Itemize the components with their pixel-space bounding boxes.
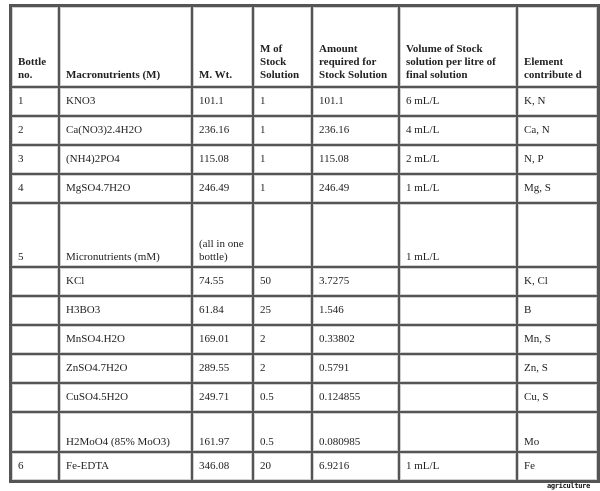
molecular-weight: 236.16	[192, 116, 253, 145]
element-contributed: Mo	[517, 412, 598, 452]
table-row	[11, 412, 598, 452]
molecular-weight: 249.71	[192, 383, 253, 412]
amount-required: 6.9216	[312, 452, 399, 481]
amount-required: 0.080985	[312, 412, 399, 452]
compound: KNO3	[59, 87, 192, 116]
compound: CuSO4.5H2O	[59, 383, 192, 412]
bottle-no: 4	[11, 174, 59, 203]
volume-per-litre: 1 mL/L	[399, 203, 517, 267]
amount-required: 115.08	[312, 145, 399, 174]
amount-required: 0.124855	[312, 383, 399, 412]
header-amount-required: Amount required for Stock Solution	[312, 6, 399, 87]
m-of-stock: 1	[253, 116, 312, 145]
element-contributed: N, P	[517, 145, 598, 174]
volume-per-litre	[399, 383, 517, 412]
header-bottle-no: Bottle no.	[11, 6, 59, 87]
table-row	[11, 383, 598, 412]
bottle-no: 2	[11, 116, 59, 145]
table-row	[11, 87, 598, 116]
bottle-no: 3	[11, 145, 59, 174]
nutrient-stock-table	[9, 4, 600, 483]
compound: Ca(NO3)2.4H2O	[59, 116, 192, 145]
molecular-weight: 101.1	[192, 87, 253, 116]
element-contributed: Mn, S	[517, 325, 598, 354]
header-m-of-stock: M of Stock Solution	[253, 6, 312, 87]
section-label: Micronutrients (mM)	[59, 203, 192, 267]
molecular-weight: 246.49	[192, 174, 253, 203]
element-contributed: Fe	[517, 452, 598, 481]
amount-required: 236.16	[312, 116, 399, 145]
amount-required: 0.33802	[312, 325, 399, 354]
amount-required	[312, 203, 399, 267]
bottle-no: 5	[11, 203, 59, 267]
volume-per-litre: 1 mL/L	[399, 174, 517, 203]
bottle-no	[11, 383, 59, 412]
amount-required: 246.49	[312, 174, 399, 203]
bottle-no	[11, 325, 59, 354]
m-of-stock: 2	[253, 325, 312, 354]
bottle-no	[11, 354, 59, 383]
m-of-stock: 1	[253, 145, 312, 174]
m-of-stock: 25	[253, 296, 312, 325]
molecular-weight: 61.84	[192, 296, 253, 325]
section-note: (all in one bottle)	[192, 203, 253, 267]
volume-per-litre	[399, 412, 517, 452]
amount-required: 101.1	[312, 87, 399, 116]
volume-per-litre	[399, 267, 517, 296]
header-row	[11, 6, 598, 87]
volume-per-litre: 4 mL/L	[399, 116, 517, 145]
amount-required: 0.5791	[312, 354, 399, 383]
element-contributed: Ca, N	[517, 116, 598, 145]
table-row	[11, 116, 598, 145]
volume-per-litre: 6 mL/L	[399, 87, 517, 116]
molecular-weight: 161.97	[192, 412, 253, 452]
bottle-no	[11, 296, 59, 325]
header-molecular-weight: M. Wt.	[192, 6, 253, 87]
bottle-no	[11, 412, 59, 452]
header-macronutrients: Macronutrients (M)	[59, 6, 192, 87]
compound: H2MoO4 (85% MoO3)	[59, 412, 192, 452]
m-of-stock	[253, 203, 312, 267]
compound: KCl	[59, 267, 192, 296]
molecular-weight: 115.08	[192, 145, 253, 174]
compound: MnSO4.H2O	[59, 325, 192, 354]
bottle-no	[11, 267, 59, 296]
amount-required: 3.7275	[312, 267, 399, 296]
table-row	[11, 452, 598, 481]
bottle-no: 6	[11, 452, 59, 481]
table-row	[11, 174, 598, 203]
volume-per-litre	[399, 354, 517, 383]
table-row	[11, 296, 598, 325]
element-contributed: K, Cl	[517, 267, 598, 296]
element-contributed: B	[517, 296, 598, 325]
volume-per-litre: 2 mL/L	[399, 145, 517, 174]
element-contributed: Cu, S	[517, 383, 598, 412]
compound: MgSO4.7H2O	[59, 174, 192, 203]
volume-per-litre	[399, 325, 517, 354]
table-row	[11, 267, 598, 296]
amount-required: 1.546	[312, 296, 399, 325]
table-row	[11, 145, 598, 174]
molecular-weight: 289.55	[192, 354, 253, 383]
m-of-stock: 2	[253, 354, 312, 383]
molecular-weight: 346.08	[192, 452, 253, 481]
volume-per-litre: 1 mL/L	[399, 452, 517, 481]
header-volume-per-litre: Volume of Stock solution per litre of final solution	[399, 6, 517, 87]
m-of-stock: 1	[253, 174, 312, 203]
volume-per-litre	[399, 296, 517, 325]
molecular-weight: 74.55	[192, 267, 253, 296]
compound: ZnSO4.7H2O	[59, 354, 192, 383]
table-row	[11, 325, 598, 354]
m-of-stock: 50	[253, 267, 312, 296]
compound: (NH4)2PO4	[59, 145, 192, 174]
element-contributed: Mg, S	[517, 174, 598, 203]
element-contributed: Zn, S	[517, 354, 598, 383]
compound: H3BO3	[59, 296, 192, 325]
element-contributed: K, N	[517, 87, 598, 116]
bottle-no: 1	[11, 87, 59, 116]
watermark-text: agriculture	[546, 482, 590, 490]
m-of-stock: 1	[253, 87, 312, 116]
header-element-contributed: Element contribute d	[517, 6, 598, 87]
micronutrients-section-row	[11, 203, 598, 267]
compound: Fe-EDTA	[59, 452, 192, 481]
m-of-stock: 0.5	[253, 383, 312, 412]
table-row	[11, 354, 598, 383]
element-contributed	[517, 203, 598, 267]
molecular-weight: 169.01	[192, 325, 253, 354]
m-of-stock: 0.5	[253, 412, 312, 452]
m-of-stock: 20	[253, 452, 312, 481]
